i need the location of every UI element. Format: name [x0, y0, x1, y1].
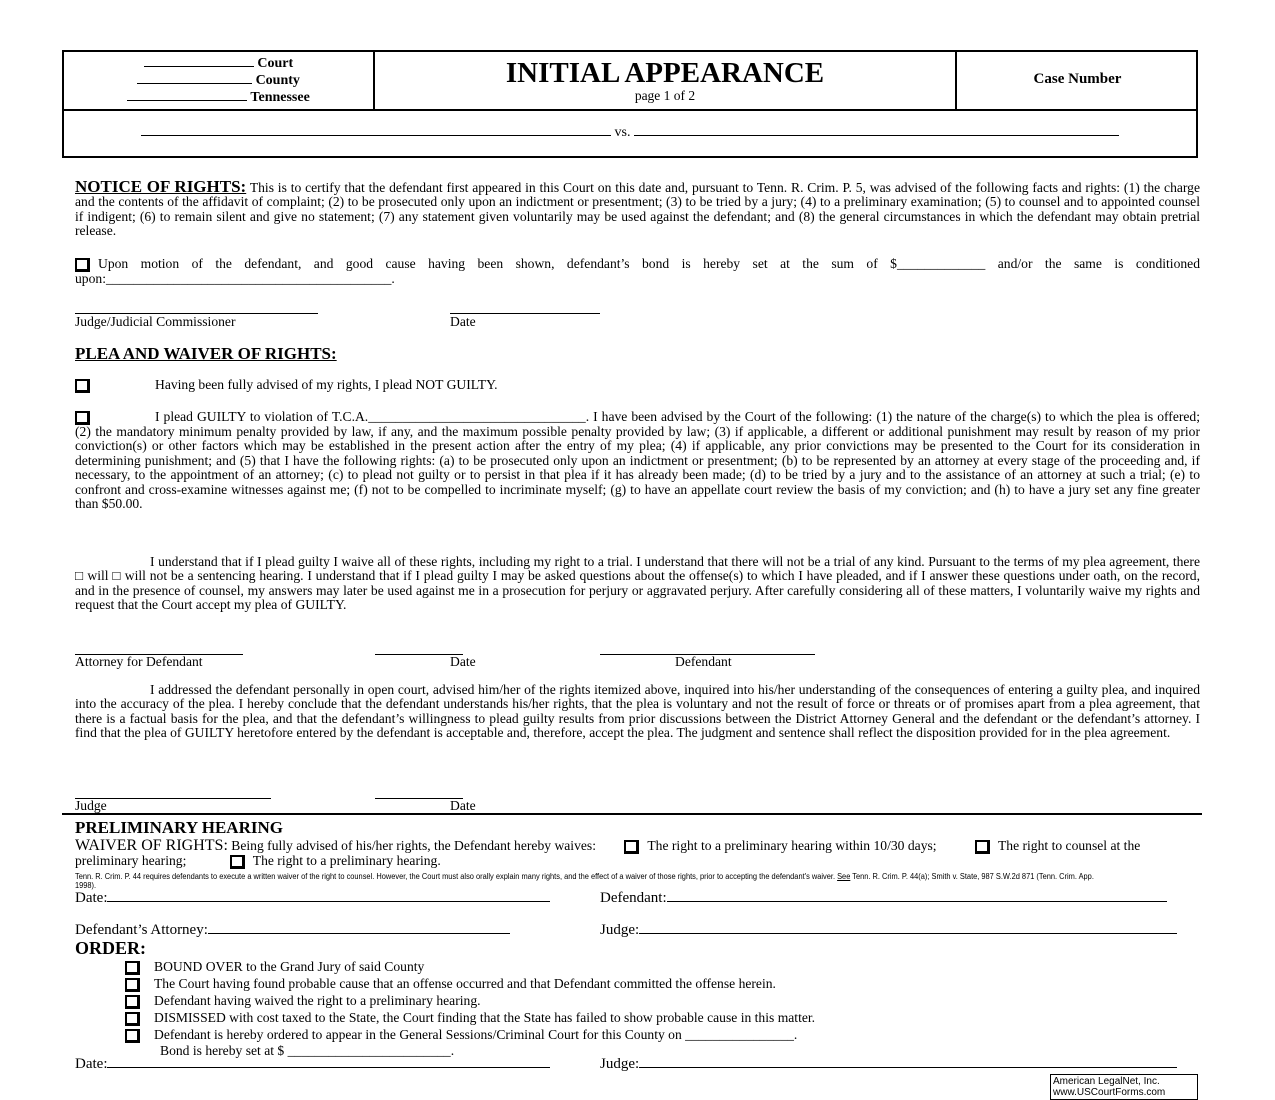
date-label: Date: [450, 798, 476, 813]
state-label: Tennessee: [250, 90, 310, 105]
checkbox-probable-cause[interactable]: [125, 978, 140, 992]
waive-prelim-days-text: The right to a preliminary hearing within 10/30 days;: [647, 838, 937, 853]
order-item-text: DISMISSED with cost taxed to the State, the Court finding that the State has failed to show probable cause in this matter.: [154, 1010, 816, 1025]
notice-of-rights: [75, 177, 1201, 239]
checkbox-dismissed[interactable]: [125, 1012, 140, 1026]
order-item-text: Defendant is hereby ordered to appear in the General Sessions/Criminal Court for this County on ________________.: [154, 1027, 798, 1042]
checkbox-bond[interactable]: [75, 258, 90, 272]
order-item: [125, 1010, 815, 1026]
date-label: Date: [450, 314, 476, 329]
order-judge-field[interactable]: [600, 1056, 1177, 1073]
preliminary-hearing-heading: PRELIMINARY HEARING: [75, 818, 283, 837]
waiver-text: Being fully advised of his/her rights, the Defendant hereby waives:: [231, 838, 596, 853]
publisher-footer: [1050, 1074, 1198, 1100]
note-citation: Tenn. R. Crim. P. 44(a); Smith v. State, 987 S.W.2d 871 (Tenn. Crim. App. 1998).: [75, 872, 1094, 890]
date-label: Date:: [75, 890, 108, 906]
guilty-paragraph: [75, 410, 1200, 511]
checkbox-waived[interactable]: [125, 995, 140, 1009]
checkbox-not-guilty[interactable]: [75, 379, 90, 393]
notice-text: This is to certify that the defendant first appeared in this Court on this date and, pursuant to Tenn. R. Crim. P. 5, was advised of the following facts and rights: (1) the charge and the contents of the affidavit of complaint; (2) to be prosecuted only upon an indictment or presentment; (3) to be tried by a jury; (4) to a preliminary examination; (5) to counsel and to appointed counsel if indigent; (6) to remain silent and give no statement; (7) any statement given voluntarily may be used against the defendant; and (8) the general circumstances in which the defendant may obtain pretrial release.: [75, 180, 1201, 239]
order-item-text: Defendant having waived the right to a preliminary hearing.: [154, 993, 481, 1008]
judge-label: Judge: [75, 798, 107, 813]
plea-heading: PLEA AND WAIVER OF RIGHTS:: [75, 344, 337, 363]
publisher-url: www.USCourtForms.com: [1053, 1087, 1166, 1098]
form-title: INITIAL APPEARANCE: [505, 57, 825, 89]
order-item-text: The Court having found probable cause that an offense occurred and that Defendant committed the offense herein.: [154, 976, 776, 991]
case-number-label: Case Number: [1033, 71, 1122, 87]
checkbox-waive-prelim[interactable]: [230, 855, 245, 869]
attorney-label: Defendant’s Attorney:: [75, 922, 208, 938]
checkbox-bound-over[interactable]: [125, 961, 140, 975]
not-guilty-option: [75, 378, 1200, 393]
judge-field[interactable]: [600, 922, 1177, 939]
waive-counsel-text: The right to counsel at the preliminary hearing;: [75, 838, 1141, 868]
waive-prelim-text: The right to a preliminary hearing.: [252, 852, 441, 868]
defendant-field[interactable]: [600, 890, 1167, 907]
vs-label: vs.: [614, 125, 631, 140]
note-text: Tenn. R. Crim. P. 44 requires defendants to execute a written waiver of the right to counsel. However, the Court must also orally explain many rights, and the effect of a waiver of those rights, prior to accepting the defendant's waiver.: [75, 872, 836, 881]
note-see: See: [837, 872, 851, 881]
checkbox-waive-prelim-days[interactable]: [624, 840, 639, 854]
page-indicator: page 1 of 2: [634, 88, 696, 103]
legal-note: [75, 872, 1098, 890]
order-item: [125, 959, 424, 975]
section-divider: [62, 813, 1202, 815]
waiver-heading: WAIVER OF RIGHTS:: [75, 837, 228, 854]
notice-heading: NOTICE OF RIGHTS:: [75, 177, 247, 196]
date-field[interactable]: [75, 890, 550, 907]
defendant-label: Defendant: [675, 654, 732, 669]
checkbox-appear[interactable]: [125, 1029, 140, 1043]
order-item: [125, 993, 481, 1009]
order-heading: ORDER:: [75, 938, 146, 958]
bond-text: Upon motion of the defendant, and good cause having been shown, defendant’s bond is hereby set at the sum of $_____________ and/or the same is conditioned upon:__________________________________________.: [75, 256, 1200, 286]
order-item: [125, 1027, 797, 1043]
attorney-label: Attorney for Defendant: [75, 654, 203, 669]
checkbox-guilty[interactable]: [75, 411, 90, 425]
guilty-text: I plead GUILTY to violation of T.C.A.________________________________. I have been advised by the Court of the following: (1) the nature of the charge(s) to which the plea is offered; (2) the mandatory minimum penalty provided by law, if any, and the maximum possible penalty provided by law; (3) if applicable, a different or additional punishment may result by reason of my prior conviction(s) or other factors which may be established in the present action after the entry of my plea; (4) if applicable, any prior convictions may be presented to the Court for its consideration in determining punishment; and (5) that I have the following rights: (a) to be prosecuted only upon an indictment or presentment; (b) to be represented by an attorney at every stage of the proceeding and, if necessary, to the appointment of an attorney; (c) to plead not guilty or to persist in that plea if it has already been made; (d) to be tried by a jury and to the assistance of an attorney at such a trial; (e) to confront and cross-examine witnesses against me; (f) not to be compelled to incriminate myself; (g) to have an appellate court review the basis of my conviction; and (h) to have a jury set any fine greater than $50.00.: [75, 409, 1200, 511]
defendant-label: Defendant:: [600, 890, 667, 906]
court-block: [64, 52, 375, 109]
not-guilty-text: Having been fully advised of my rights, I plead NOT GUILTY.: [155, 377, 498, 392]
bond-set-text: Bond is hereby set at $ ________________________.: [160, 1043, 455, 1058]
form-header: [62, 50, 1198, 158]
title-block: [375, 52, 957, 109]
judge-label: Judge:: [600, 1056, 640, 1072]
publisher-name: American LegalNet, Inc.: [1053, 1076, 1160, 1087]
attorney-field[interactable]: [75, 922, 510, 939]
date-label: Date: [450, 654, 476, 669]
order-date-field[interactable]: [75, 1056, 550, 1073]
parties-line[interactable]: [64, 124, 1196, 141]
court-finding-paragraph: I addressed the defendant personally in open court, advised him/her of the rights itemized above, inquired into his/her understanding of the consequences of entering a guilty plea, and inquired into the accuracy of the plea. I hereby conclude that the defendant understands his/her rights, that the plea is voluntary and not the result of force or threats or of promises apart from a plea agreement, that there is a factual basis for the plea, and that the defendant’s willingness to plead guilty results from prior discussions between the District Attorney General and the defendant or the defendant’s attorney. I find that the plea of GUILTY heretofore entered by the defendant is acceptable and, therefore, accept the plea. The judgment and sentence shall reflect the disposition provided for in the plea agreement.: [75, 682, 1200, 741]
bond-paragraph: [75, 257, 1200, 286]
county-label: County: [255, 73, 300, 88]
judge-commissioner-label: Judge/Judicial Commissioner: [75, 314, 236, 329]
order-item: [125, 976, 776, 992]
court-label: Court: [257, 56, 294, 71]
checkbox-waive-counsel[interactable]: [975, 840, 990, 854]
waiver-of-rights: [75, 839, 1200, 869]
judge-label: Judge:: [600, 922, 640, 938]
understand-paragraph: I understand that if I plead guilty I waive all of these rights, including my right to a trial. I understand that there will not be a trial of any kind. Pursuant to the terms of my plea agreement, there □ will □ will not be a sentencing hearing. I understand that if I plead guilty I may be asked questions about the offense(s) to which I have pleaded, and if I answer these questions under oath, on the record, and in the presence of counsel, my answers may later be used against me in a prosecution for perjury or aggravated perjury. After carefully considering all of these matters, I voluntarily waive my rights and request that the Court accept my plea of GUILTY.: [75, 554, 1200, 613]
date-label: Date:: [75, 1056, 108, 1072]
order-item-text: BOUND OVER to the Grand Jury of said County: [154, 959, 425, 974]
